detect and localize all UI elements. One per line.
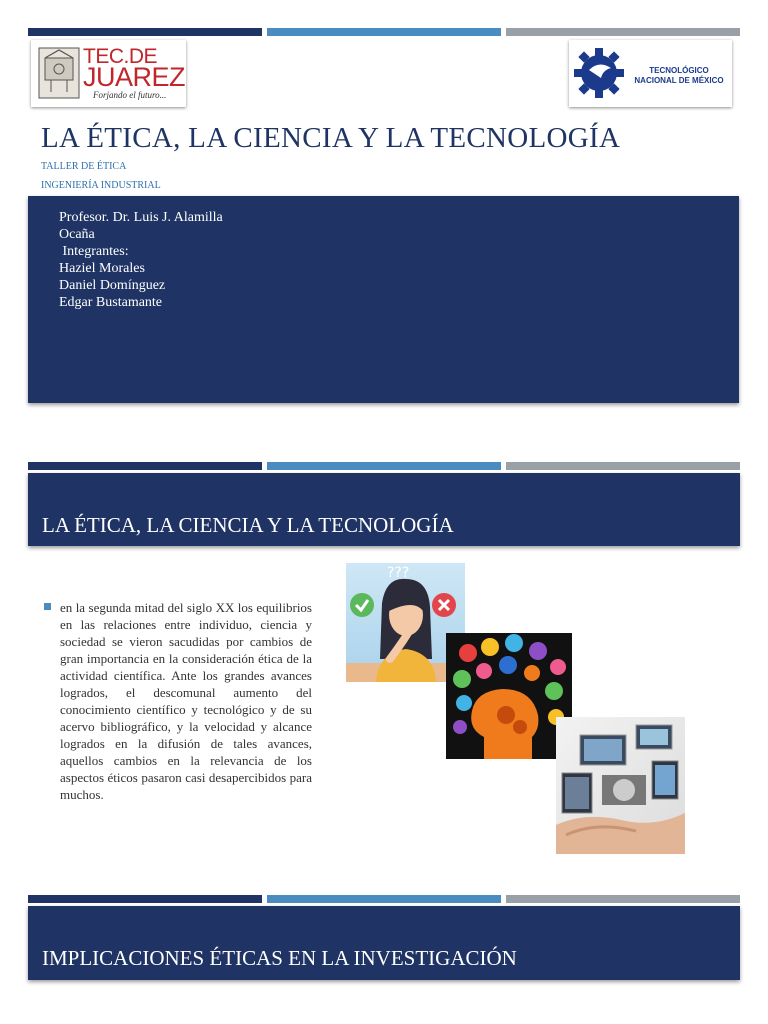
bar-blue — [267, 895, 501, 903]
slide2-body-text: en la segunda mitad del siglo XX los equilibrios en las relaciones entre individuo, ciencia y sociedad se vieron sacudidas por cambios de gran importancia en la consideración ética de la actividad científica. Ante los grandes avances logrados, el descomunal aumento del conocimiento científico y tecnológico y de su acervo bibliográfico, y la velocidad y alcance logrados en la difusión de tales avances, aquellos cambios en la relevancia de los aspectos éticos pasaron casi desapercibidos para muchos. — [60, 600, 312, 802]
slide2-header — [28, 473, 740, 546]
slide3-color-bars — [28, 895, 740, 903]
technology-devices-image — [556, 717, 685, 854]
bar-navy — [28, 28, 262, 36]
panel-line: Daniel Domínguez — [59, 278, 166, 293]
mind-ideas-image — [446, 633, 572, 759]
panel-line: Ocaña — [59, 227, 95, 242]
slide3-title: IMPLICACIONES ÉTICAS EN LA INVESTIGACIÓN — [42, 946, 517, 970]
logo-line1: TEC.DE — [83, 45, 158, 68]
tecnm-gear-icon — [571, 40, 631, 107]
bar-gray — [506, 895, 740, 903]
question-marks: ??? — [387, 565, 410, 581]
logo-line2: JUAREZ — [83, 62, 186, 92]
panel-line: Integrantes: — [59, 244, 129, 259]
hand-devices-icon — [556, 717, 685, 854]
slide2-title: LA ÉTICA, LA CIENCIA Y LA TECNOLOGÍA — [42, 513, 454, 537]
bar-navy — [28, 462, 262, 470]
bar-navy — [28, 895, 262, 903]
panel-line: Haziel Morales — [59, 261, 145, 276]
tecnm-logo — [569, 40, 732, 107]
bullet-marker — [44, 603, 51, 610]
tec-juarez-logo — [31, 40, 186, 107]
bar-blue — [267, 28, 501, 36]
panel-line: Profesor. Dr. Luis J. Alamilla — [59, 210, 223, 225]
slide2-color-bars — [28, 462, 740, 470]
slide3-header — [28, 906, 740, 980]
slide1-subtitle-major: INGENIERÍA INDUSTRIAL — [41, 180, 161, 191]
info-panel — [28, 196, 739, 403]
top-color-bars — [28, 28, 740, 36]
bar-gray — [506, 28, 740, 36]
tecnm-line2: NACIONAL DE MÉXICO — [634, 76, 724, 85]
bar-gray — [506, 462, 740, 470]
tecnm-line1: TECNOLÓGICO — [649, 66, 709, 75]
slide1-title: LA ÉTICA, LA CIENCIA Y LA TECNOLOGÍA — [41, 122, 621, 154]
slide1-subtitle-course: TALLER DE ÉTICA — [41, 161, 127, 172]
bar-blue — [267, 462, 501, 470]
panel-line: Edgar Bustamante — [59, 295, 163, 310]
logo-tagline: Forjando el futuro... — [93, 90, 167, 100]
head-gears-icon — [446, 633, 572, 759]
info-panel-text — [59, 209, 223, 311]
